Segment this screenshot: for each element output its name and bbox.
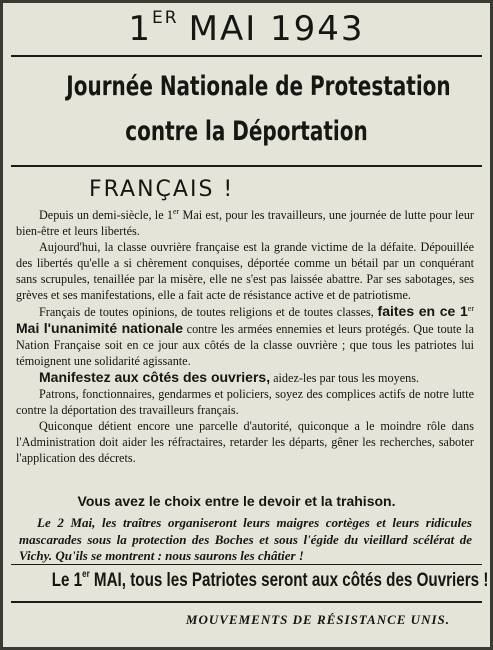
signature: MOUVEMENTS DE RÉSISTANCE UNIS. (185, 612, 450, 627)
final-suffix: er (82, 569, 90, 580)
headline-line-1: Journée Nationale de Protestation (66, 71, 451, 102)
date-suffix: ER (152, 8, 179, 28)
rule-under-headline (11, 165, 482, 167)
p4-bold: Manifestez aux côtés des ouvriers, (39, 369, 271, 386)
final-slogan (51, 569, 489, 593)
p3-text-b: contre les armées ennemies et leurs protégés. Que toute la Nation Française soit en ce jour aux côtés de la classe ouvrière ; que tous les patriotes lui témoignent une solidarité agissante. (16, 322, 474, 369)
body-text (16, 208, 474, 467)
date-number: 1 (128, 9, 153, 49)
final-prefix: Le (51, 570, 74, 591)
italic-paragraph-text: Le 2 Mai, les traîtres organiseront leurs maigres cortèges et leurs ridicules mascarades sous la protection des Boches et sous l'égide du vieillard scélérat de Vichy. Qu'ils se montrent : nous saurons les châtier ! (19, 515, 472, 563)
date-month-year: MAI 1943 (188, 9, 365, 49)
p3-bold-2: Mai l'unanimité nationale (16, 320, 184, 337)
final-text: MAI, tous les Patriotes seront aux côtés des Ouvriers ! (89, 570, 489, 591)
paragraph-5: Patrons, fonctionnaires, gendarmes et policiers, soyez des complices actifs de notre lutte contre la déportation des travailleurs français. (16, 386, 474, 417)
rule-above-final (11, 564, 482, 565)
rule-top (11, 55, 482, 57)
p3-sup: er (467, 304, 475, 314)
italic-paragraph (19, 515, 472, 565)
p1-sup: er (173, 207, 180, 216)
paragraph-2: Aujourd'hui, la classe ouvrière française est la grande victime de la défaite. Dépouillée des libertés qu'elle a si chèrement conquises, déportée comme un bétail par un conquérant sans scrupules, tenaillée par la misère, elle ne s'est pas laissée abattre. Par ses sabotages, ses grèves et ses manifestations, elle a fait acte de résistance active et de patriotisme. (16, 239, 474, 302)
paragraph-6: Quiconque détient encore une parcelle d'autorité, quiconque a le moindre rôle dans l'Administration doit aider les réfractaires, retarder les départs, gêner les recherches, saboter l'application des décrets. (16, 418, 474, 465)
p3-text-a: Français de toutes opinions, de toutes religions et de toutes classes, (39, 305, 378, 320)
paragraph-4 (16, 370, 474, 387)
poster-date (3, 7, 490, 51)
rule-above-signature (11, 601, 482, 603)
paragraph-3 (16, 304, 474, 370)
p1-text-b: Mai est, pour les travailleurs, une journée de lutte pour leur bien-être et leurs libertés. (16, 208, 474, 238)
final-number: 1 (73, 570, 83, 591)
salutation: FRANÇAIS ! (89, 177, 235, 202)
p1-text-a: Depuis un demi-siècle, le 1 (39, 208, 173, 222)
p4-text: aidez-les par tous les moyens. (270, 371, 420, 386)
p3-bold-1: faites en ce 1 (377, 303, 468, 320)
poster (3, 3, 490, 647)
headline-line-2: contre la Déportation (125, 116, 368, 147)
choice-statement: Vous avez le choix entre le devoir et la trahison. (77, 493, 396, 509)
paragraph-1 (16, 208, 474, 240)
